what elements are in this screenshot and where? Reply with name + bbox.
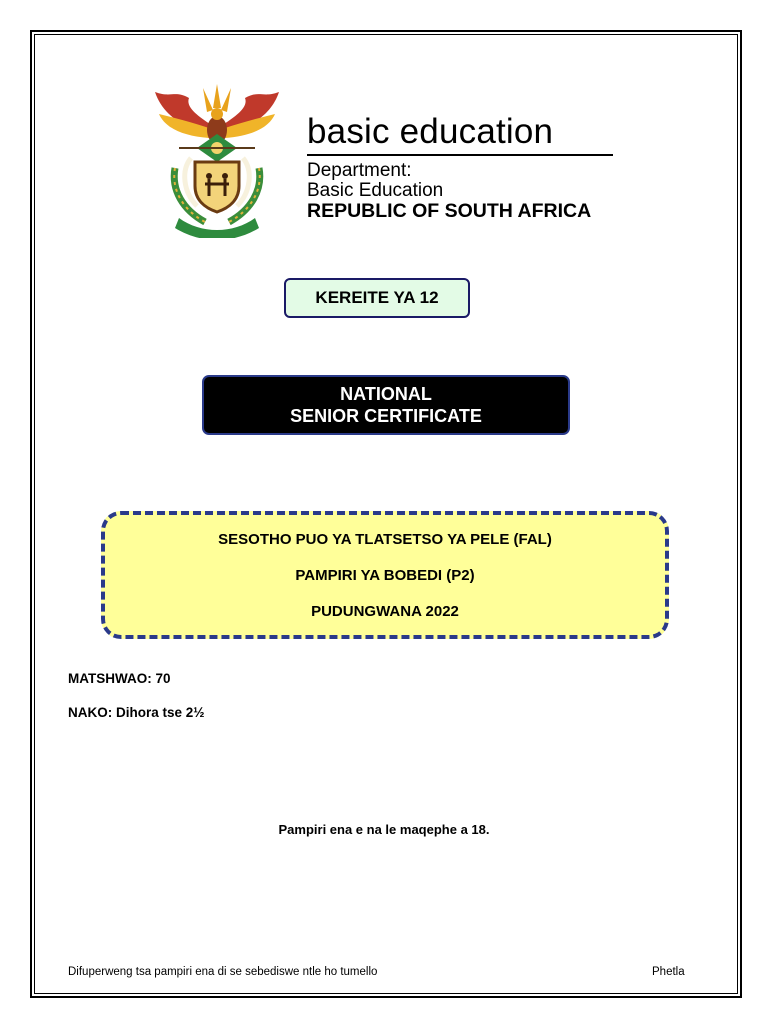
department-label: Department: bbox=[307, 160, 412, 181]
subject-panel bbox=[101, 511, 669, 639]
exam-session: PUDUNGWANA 2022 bbox=[311, 603, 459, 620]
brand-underline bbox=[307, 154, 613, 156]
brand-title: basic education bbox=[307, 112, 554, 151]
paper-number: PAMPIRI YA BOBEDI (P2) bbox=[295, 567, 475, 584]
department-logo bbox=[145, 78, 625, 248]
page-count-note: Pampiri ena e na le maqephe a 18. bbox=[278, 822, 490, 837]
certificate-line-1: NATIONAL bbox=[340, 384, 432, 404]
department-name: Basic Education bbox=[307, 180, 444, 201]
grade-label: KEREITE YA 12 bbox=[284, 278, 470, 318]
exam-duration: NAKO: Dihora tse 2½ bbox=[68, 705, 205, 720]
total-marks: MATSHWAO: 70 bbox=[68, 671, 171, 686]
certificate-line-2: SENIOR CERTIFICATE bbox=[290, 406, 482, 426]
subject-name: SESOTHO PUO YA TLATSETSO YA PELE (FAL) bbox=[218, 531, 552, 548]
coat-of-arms-icon bbox=[145, 78, 290, 238]
copyright-notice: Difuperweng tsa pampiri ena di se sebediswe ntle ho tumello bbox=[68, 966, 378, 978]
country-name: REPUBLIC OF SOUTH AFRICA bbox=[307, 200, 592, 222]
turn-over-label: Phetla bbox=[652, 966, 685, 978]
certificate-banner bbox=[202, 375, 570, 435]
